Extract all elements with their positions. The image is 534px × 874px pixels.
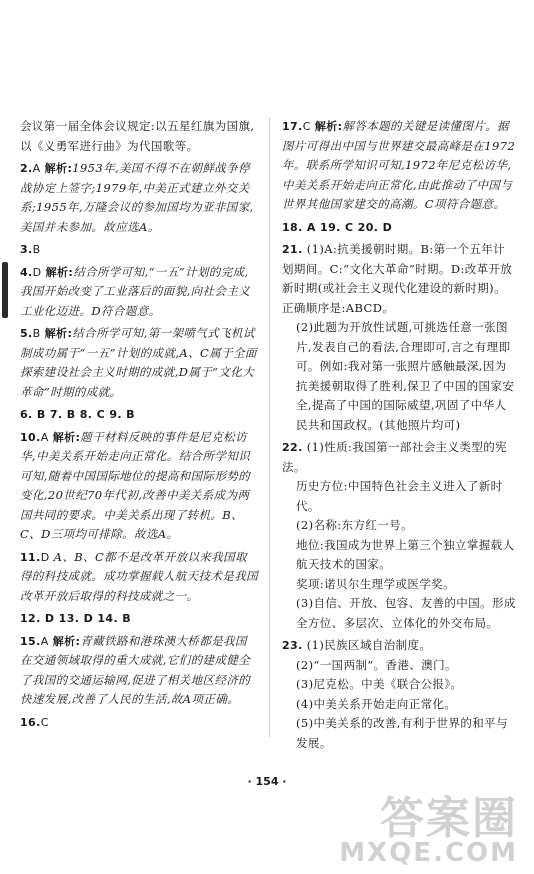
answer-21: 21. (1)A:抗美援朝时期。B:第一个五年计划期间。C:“文化大革命”时期。D:改革开放新时期(或社会主义现代化建设的新时期)。正确顺序是:ABCD。 (2)此题为开放性试题,可挑选任意一张图片,发表自己的看法,合理即可,言之有理即可。例如:我对第一张照片感触最深,因为抗美援朝取得了胜利,保卫了中国的国家安全,提高了中国的国际威望,巩固了中华人民共和国政权。(其他照片均可)	[282, 242, 515, 432]
answer-22: 22. (1)性质:我国第一部社会主义类型的宪法。 历史方位:中国特色社会主义进入了新时代。 (2)名称:东方红一号。 地位:我国成为世界上第三个独立掌握载人航天技术的国家。 奖项:诺贝尔生理学或医学奖。 (3)自信、开放、包容、友善的中国。形成全方位、多层次、立体化的外交布局。	[282, 440, 516, 630]
answer-17: 17.C 解析:解答本题的关键是读懂图片。据图片可得出中国与世界建交最高峰是在1972年。联系所学知识可知,1972年尼克松访华,中美关系开始走向正常化,由此推动了中国与世界其他国家建交的高潮。C项符合题意。	[282, 119, 516, 211]
answers-6-9: 6. B 7. B 8. C 9. B	[20, 408, 135, 421]
column-divider	[269, 117, 270, 737]
answer-intro: 会议第一届全体会议规定:以五星红旗为国旗,以《义勇军进行曲》为代国歌等。	[20, 119, 255, 153]
answer-11: 11.D A、B、C都不是改革开放以来我国取得的科技成就。成功掌握载人航天技术是我国改革开放后取得的科技成就之一。	[20, 549, 258, 603]
answer-4: 4.D 解析:结合所学可知,“一五”计划的完成,我国开始改变了工业落后的面貌,向社会主义工业化迈进。D符合题意。	[20, 264, 251, 318]
answer-3: 3.B	[20, 243, 41, 256]
watermark-url: MXQE.COM	[339, 838, 518, 868]
answers-12-14: 12. D 13. D 14. B	[20, 612, 132, 625]
site-watermark	[336, 782, 526, 868]
answer-2: 2.A 解析:1953年,美国不得不在朝鲜战争停战协定上签字;1979年,中美正式建立外交关系;1955年,万隆会议的参加国均为亚非国家,美国并未参加。故应选A。	[20, 161, 254, 234]
answer-10: 10.A 解析:题干材料反映的事件是尼克松访华,中美关系开始走向正常化。结合所学知识可知,随着中国国际地位的提高和国际形势的变化,20世纪70年代初,改善中美关系成为两国共同的要求。中美关系出现了转机。B、C、D三项均可排除。故选A。	[20, 429, 251, 541]
answers-18-20: 18. A 19. C 20. D	[282, 220, 393, 234]
answer-15: 15.A 解析:青藏铁路和港珠澳大桥都是我国在交通领域取得的重大成就,它们的建成健全了我国的交通运输网,促进了相关地区经济的快速发展,改善了人民的生活,故A项正确。	[20, 633, 251, 706]
binder-mark	[2, 262, 8, 318]
answer-5: 5.B 解析:结合所学可知,第一架喷气式飞机试制成功属于“一五”计划的成就,A、C属于全面探索建设社会主义时期的成就,D属于“文化大革命”时期的成就。	[20, 326, 257, 399]
answer-16: 16.C	[20, 715, 49, 729]
watermark-logo-text: 答案圈	[380, 793, 518, 844]
left-column	[20, 117, 258, 735]
answer-23: 23. (1)民族区域自治制度。 (2)“一国两制”。香港、澳门。 (3)尼克松。中美《联合公报》。 (4)中美关系开始走向正常化。 (5)中美关系的改善,有利于世界的和平与发展。	[282, 638, 508, 750]
page-number: · 154 ·	[247, 775, 287, 788]
right-column	[282, 117, 516, 756]
